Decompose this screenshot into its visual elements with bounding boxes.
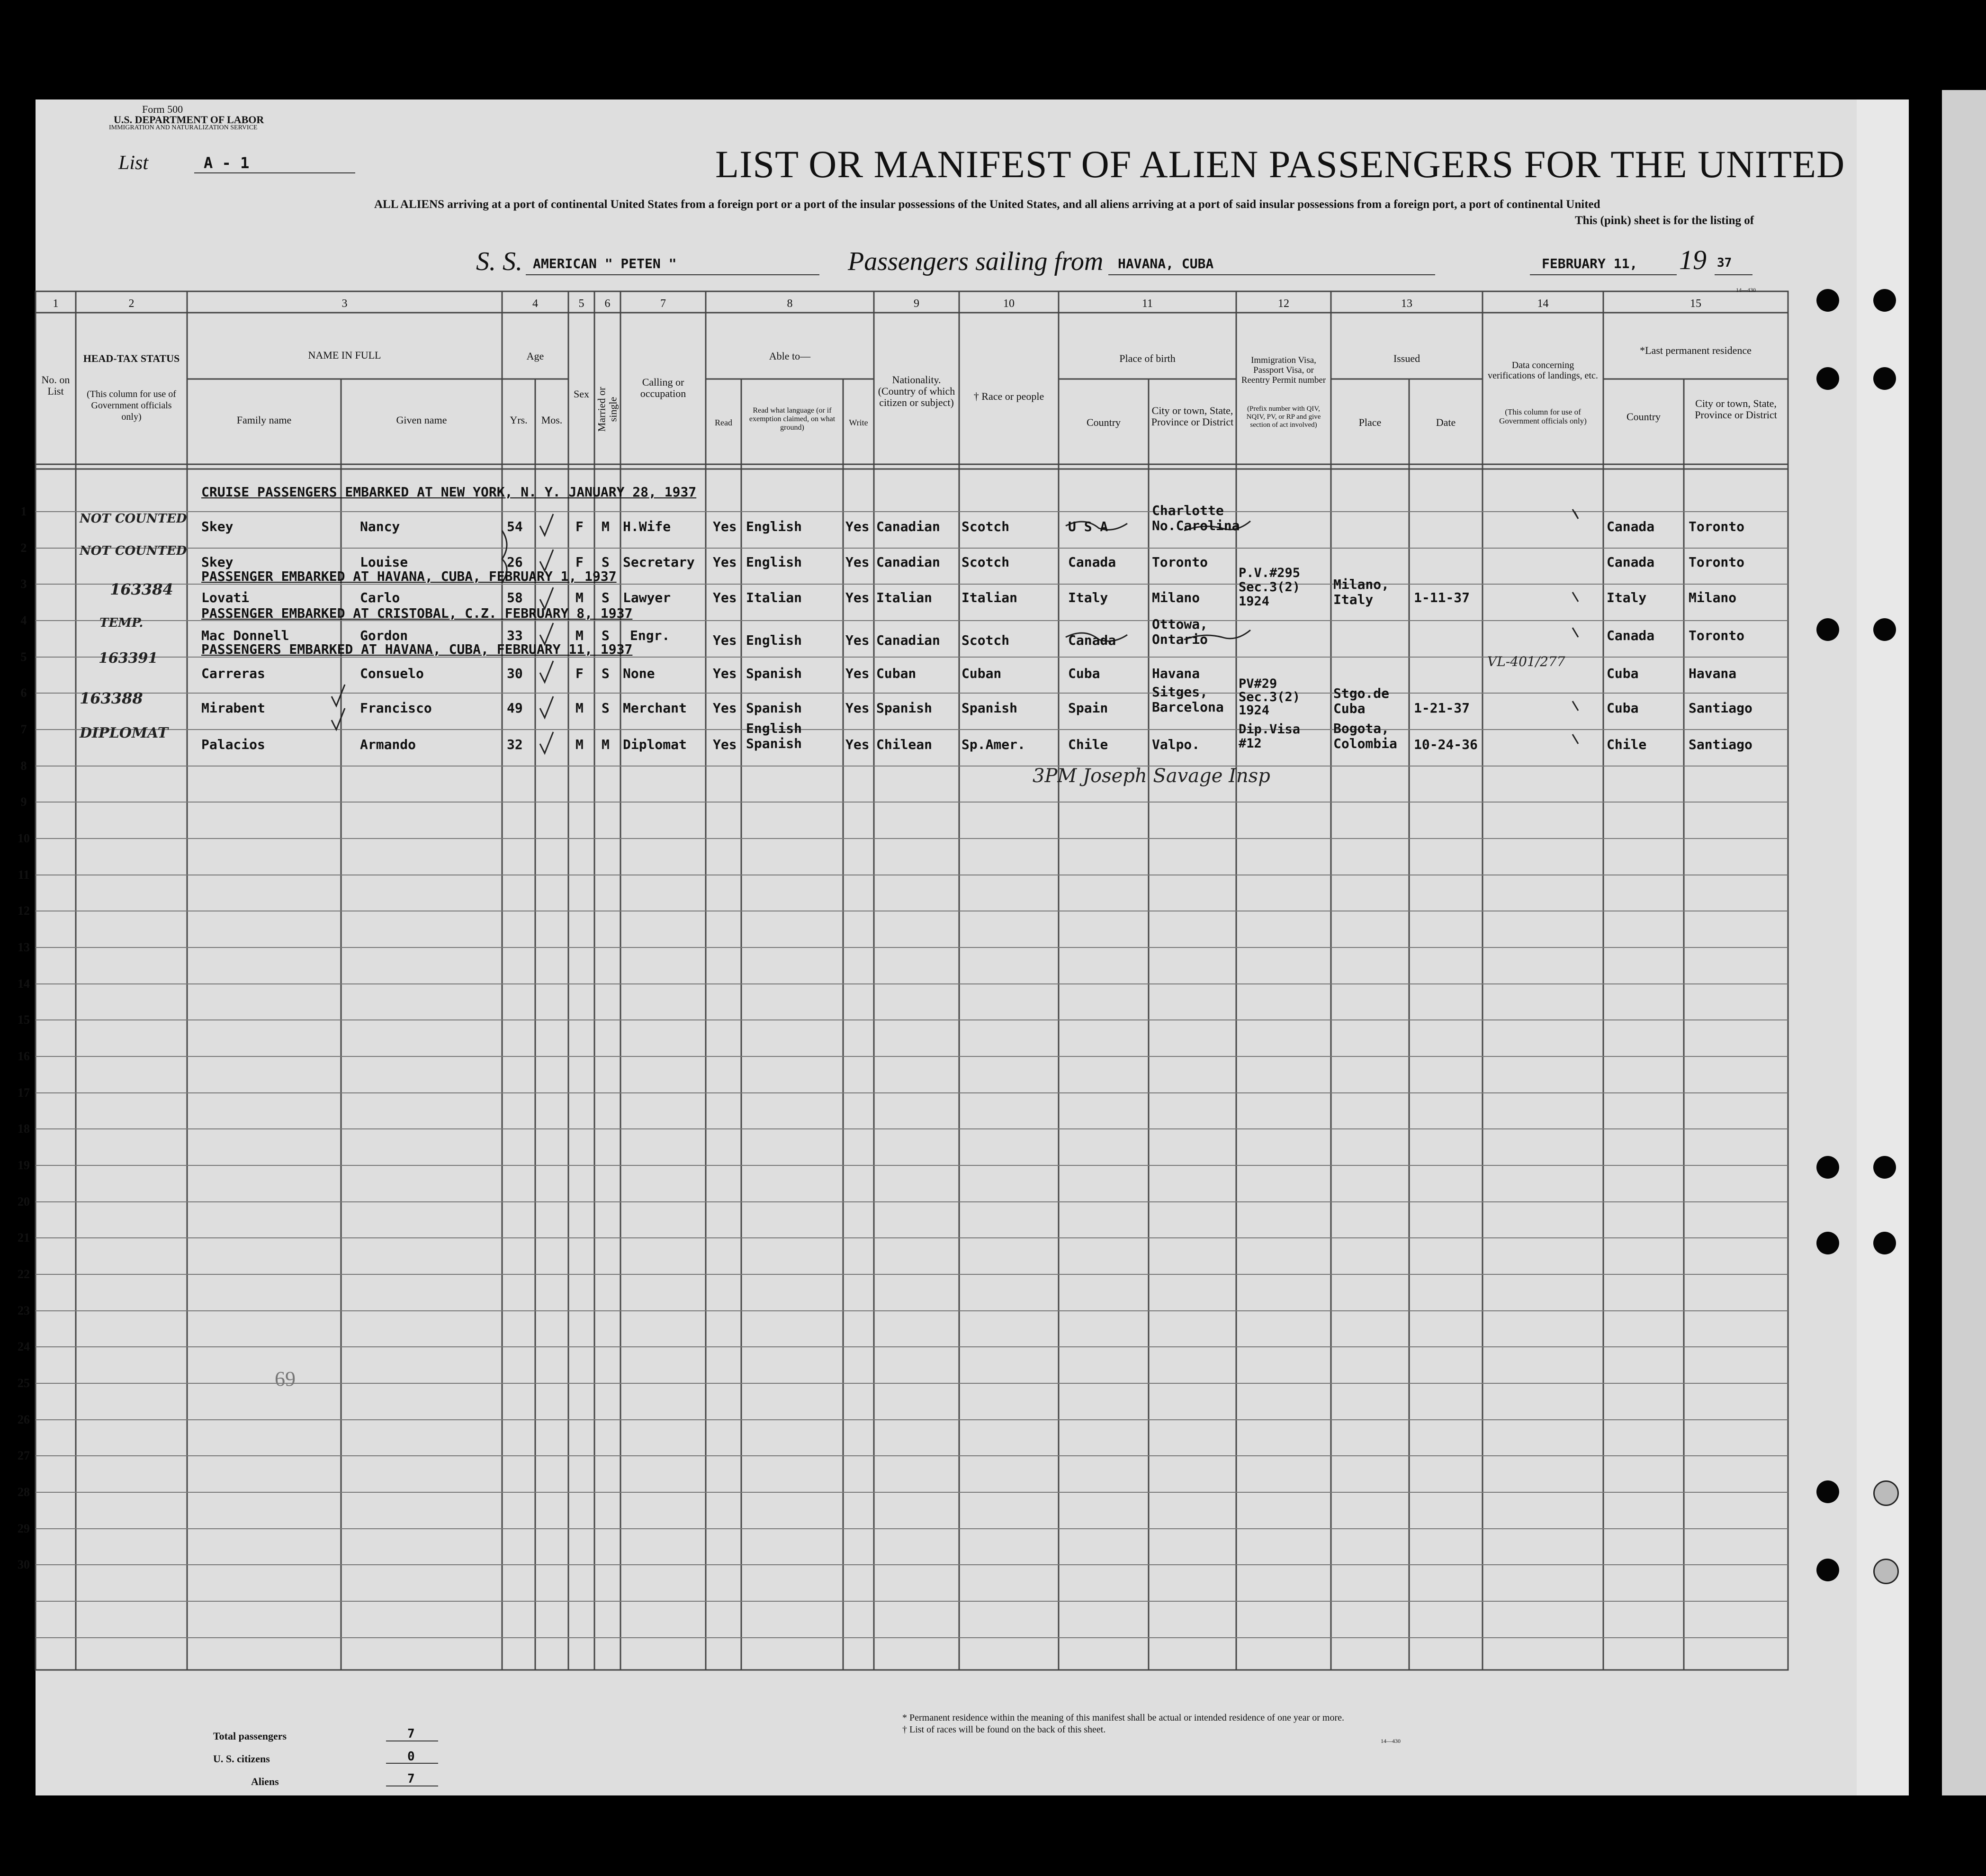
us-citizens-label: U. S. citizens [213, 1753, 270, 1765]
race: Spanish [962, 700, 1018, 716]
sex: M [575, 628, 584, 643]
punch-hole [1816, 367, 1839, 390]
birth-city: Toronto [1152, 554, 1208, 570]
residence-city: Toronto [1689, 519, 1745, 534]
birth-country: Chile [1068, 737, 1108, 752]
given-name: Carlo [360, 590, 400, 605]
nationality: Canadian [876, 519, 940, 534]
family-name: Carreras [201, 666, 265, 681]
header-married-single: Married or single [595, 387, 619, 432]
read-language: English [746, 632, 802, 648]
punch-hole [1873, 289, 1896, 312]
manifest-subtitle: ALL ALIENS arriving at a port of continental United States from a foreign port or a port of the insular possessions of the United States, and all aliens arriving at a port of said insular possessions from a foreign port, a port of continental United [374, 198, 1600, 211]
birth-country: Canada [1068, 554, 1116, 570]
family-name: Mirabent [201, 700, 265, 716]
can-write: Yes [845, 519, 870, 534]
age-years: 54 [507, 519, 523, 534]
marital-status: S [602, 554, 610, 570]
footnote-residence: * Permanent residence within the meaning of this manifest shall be actual or intended residence of one year or more. [902, 1713, 1345, 1723]
punch-hole [1816, 1559, 1839, 1581]
header-read: Read [715, 418, 732, 427]
nationality: Cuban [876, 666, 917, 681]
total-passengers-label: Total passengers [213, 1730, 287, 1742]
birth-city: Milano [1152, 590, 1200, 605]
row-number: 26 [18, 1413, 30, 1426]
can-write: Yes [845, 700, 870, 716]
manifest-title: LIST OR MANIFEST OF ALIEN PASSENGERS FOR THE UNITED [715, 143, 1845, 186]
header-head-tax-note: (This column for use of Government officials only) [87, 389, 176, 422]
head-tax-status: DIPLOMAT [80, 725, 169, 741]
row-number: 24 [18, 1340, 30, 1353]
age-years: 58 [507, 590, 523, 605]
row-number: 20 [18, 1195, 30, 1209]
head-tax-status: 163384 [110, 580, 173, 598]
header-visa: Immigration Visa, Passport Visa, or Reentry Permit number [1241, 355, 1326, 385]
read-language: English [746, 554, 802, 570]
residence-country: Canada [1607, 628, 1655, 643]
race: Sp.Amer. [962, 737, 1025, 752]
row-number: 13 [18, 940, 30, 954]
can-read: Yes [713, 700, 737, 716]
row-number: 18 [18, 1122, 30, 1136]
marital-status: M [602, 519, 610, 534]
row-number: 14 [18, 977, 30, 991]
row-number: 8 [20, 759, 27, 773]
header-last-residence: *Last permanent residence [1640, 344, 1752, 356]
race: Italian [962, 590, 1018, 605]
can-read: Yes [713, 632, 737, 648]
row-number: 17 [18, 1086, 30, 1100]
sex: M [575, 590, 584, 605]
footnote-races: † List of races will be found on the back of this sheet. [902, 1724, 1106, 1735]
section-header: PASSENGER EMBARKED AT CRISTOBAL, C.Z. FEBRUARY 8, 1937 [201, 605, 633, 621]
head-tax-status: NOT COUNTED [80, 544, 187, 558]
visa-number: Dip.Visa #12 [1239, 722, 1301, 751]
birth-city: Sitges, Barcelona [1152, 684, 1224, 715]
col-number-10: 10 [1003, 298, 1015, 310]
residence-city: Toronto [1689, 554, 1745, 570]
head-tax-status: 163388 [80, 689, 143, 707]
birth-country: Cuba [1068, 666, 1100, 681]
marital-status: S [602, 590, 610, 605]
marital-status: S [602, 628, 610, 643]
header-issued-date: Date [1436, 416, 1456, 428]
ship-name: AMERICAN " PETEN " [533, 256, 677, 271]
sex: F [575, 554, 584, 570]
given-name: Francisco [360, 700, 432, 716]
punch-hole [1816, 289, 1839, 312]
nationality: Chilean [876, 737, 933, 752]
can-write: Yes [845, 590, 870, 605]
header-write: Write [849, 418, 868, 427]
us-citizens-value: 0 [407, 1750, 415, 1764]
col-number-12: 12 [1278, 298, 1289, 310]
given-name: Armando [360, 737, 416, 752]
ss-label: S. S. [476, 247, 522, 276]
birth-city: Havana [1152, 666, 1200, 681]
age-years: 26 [507, 554, 523, 570]
col-number-2: 2 [128, 298, 135, 310]
section-header: PASSENGER EMBARKED AT HAVANA, CUBA, FEBRUARY 1, 1937 [201, 568, 617, 584]
birth-city: Ottowa, Ontario [1152, 616, 1208, 647]
occupation: None [623, 666, 655, 681]
visa-number: P.V.#295 Sec.3(2) 1924 [1239, 566, 1301, 609]
verification-note: VL-401/277 [1487, 654, 1565, 669]
read-language: English Spanish [746, 721, 802, 751]
col-number-8: 8 [787, 298, 793, 310]
given-name: Consuelo [360, 666, 424, 681]
residence-country: Italy [1607, 590, 1647, 605]
col-number-13: 13 [1401, 298, 1412, 310]
birth-country: Spain [1068, 700, 1108, 716]
service-label: IMMIGRATION AND NATURALIZATION SERVICE [109, 124, 258, 131]
header-age-mos: Mos. [541, 414, 563, 426]
race: Cuban [962, 666, 1002, 681]
issued-place: Bogota, Colombia [1333, 721, 1397, 751]
punch-hole [1816, 1480, 1839, 1503]
occupation: Merchant [623, 700, 687, 716]
header-age: Age [526, 350, 544, 362]
can-write: Yes [845, 632, 870, 648]
row-number: 10 [18, 831, 30, 845]
race: Scotch [962, 632, 1010, 648]
header-age-yrs: Yrs. [510, 414, 528, 426]
punch-hole [1816, 1232, 1839, 1254]
age-years: 30 [507, 666, 523, 681]
header-read-language: Read what language (or if exemption claimed, on what ground) [749, 406, 836, 432]
residence-country: Cuba [1607, 700, 1639, 716]
can-read: Yes [713, 519, 737, 534]
col-number-1: 1 [53, 298, 59, 310]
header-head-tax: HEAD-TAX STATUS [83, 352, 180, 364]
header-residence-country: Country [1626, 411, 1661, 423]
race: Scotch [962, 519, 1010, 534]
given-name: Louise [360, 554, 408, 570]
col-number-15: 15 [1690, 298, 1701, 310]
family-name: Lovati [201, 590, 250, 605]
punch-hole [1873, 1156, 1896, 1179]
col-number-11: 11 [1141, 298, 1153, 310]
punch-hole [1873, 1232, 1896, 1254]
inspector-signature: 3PM Joseph Savage Insp [1033, 765, 1270, 787]
punch-hole [1873, 1559, 1899, 1584]
year-prefix: 19 [1679, 244, 1707, 275]
age-years: 33 [507, 628, 523, 643]
aliens-label: Aliens [251, 1776, 279, 1787]
race: Scotch [962, 554, 1010, 570]
occupation: Secretary [623, 554, 695, 570]
occupation: Engr. [630, 628, 670, 643]
family-name: Skey [201, 554, 234, 570]
head-tax-status: TEMP. [99, 616, 144, 630]
section-header: PASSENGERS EMBARKED AT HAVANA, CUBA, FEBRUARY 11, 1937 [201, 641, 633, 657]
header-issued: Issued [1393, 352, 1420, 364]
row-number: 11 [18, 868, 30, 882]
row-number: 23 [18, 1304, 30, 1317]
col-number-6: 6 [604, 298, 611, 310]
header-birth-city: City or town, State, Province or District [1151, 405, 1234, 428]
residence-city: Milano [1689, 590, 1737, 605]
read-language: English [746, 519, 802, 534]
row-number: 15 [18, 1013, 30, 1027]
read-language: Italian [746, 590, 802, 605]
residence-country: Canada [1607, 554, 1655, 570]
punch-hole [1816, 1156, 1839, 1179]
read-language: Spanish [746, 700, 802, 716]
row-number: 28 [18, 1485, 30, 1499]
occupation: Diplomat [623, 737, 687, 752]
issued-date: 10-24-36 [1414, 737, 1478, 752]
family-name: Mac Donnell [201, 628, 289, 643]
header-given-name: Given name [396, 414, 447, 426]
header-occupation: Calling or occupation [640, 376, 686, 399]
occupation: Lawyer [623, 590, 671, 605]
header-race: † Race or people [973, 390, 1044, 402]
visa-number: PV#29 Sec.3(2) 1924 [1239, 676, 1301, 718]
header-issued-place: Place [1358, 416, 1382, 428]
nationality: Canadian [876, 632, 940, 648]
birth-country: U S A [1068, 519, 1108, 534]
can-write: Yes [845, 666, 870, 681]
sex: M [575, 700, 584, 716]
form-code-bottom: 14—430 [1381, 1738, 1401, 1744]
birth-city: Charlotte No.Carolina [1152, 503, 1240, 533]
can-read: Yes [713, 554, 737, 570]
department-label: U.S. DEPARTMENT OF LABOR [114, 114, 264, 126]
residence-country: Canada [1607, 519, 1655, 534]
row-number: 29 [18, 1522, 30, 1535]
row-number: 6 [20, 686, 27, 700]
row-number: 21 [18, 1231, 30, 1245]
can-read: Yes [713, 737, 737, 752]
col-number-7: 7 [660, 298, 666, 310]
row-number: 27 [18, 1449, 30, 1462]
row-number: 19 [18, 1158, 30, 1172]
sex: F [575, 666, 584, 681]
header-visa-note: (Prefix number with QIV, NQIV, PV, or RP and give section of act involved) [1246, 405, 1321, 429]
col-number-3: 3 [341, 298, 348, 310]
section-header: CRUISE PASSENGERS EMBARKED AT NEW YORK, N. Y. JANUARY 28, 1937 [201, 484, 697, 500]
issued-place: Milano, Italy [1333, 577, 1390, 607]
given-name: Nancy [360, 519, 400, 534]
nationality: Spanish [876, 700, 933, 716]
col-number-14: 14 [1537, 298, 1549, 310]
departure-port: HAVANA, CUBA [1118, 256, 1214, 271]
header-name-in-full: NAME IN FULL [308, 349, 381, 361]
punch-hole [1873, 367, 1896, 390]
row-number: 12 [18, 904, 30, 918]
residence-city: Toronto [1689, 628, 1745, 643]
punch-hole [1873, 1480, 1899, 1506]
header-residence-city: City or town, State, Province or District [1695, 397, 1777, 421]
col-number-4: 4 [532, 298, 538, 310]
issued-date: 1-11-37 [1414, 590, 1470, 605]
issued-date: 1-21-37 [1414, 700, 1470, 716]
form-code-top: 14—430 [1736, 287, 1756, 293]
occupation: H.Wife [623, 519, 671, 534]
row-number: 22 [18, 1267, 30, 1281]
punch-hole [1816, 618, 1839, 641]
aliens-value: 7 [407, 1772, 415, 1786]
year-suffix: 37 [1717, 256, 1732, 270]
row-number: 30 [18, 1558, 30, 1571]
row-number: 16 [18, 1049, 30, 1063]
residence-city: Santiago [1689, 737, 1752, 752]
residence-country: Cuba [1607, 666, 1639, 681]
list-value: A - 1 [204, 154, 250, 172]
family-name: Palacios [201, 737, 265, 752]
row-number: 25 [18, 1376, 30, 1390]
age-years: 32 [507, 737, 523, 752]
given-name: Gordon [360, 628, 408, 643]
row-number: 3 [20, 577, 27, 591]
birth-city: Valpo. [1152, 737, 1200, 752]
birth-country: Canada [1068, 632, 1116, 648]
residence-city: Santiago [1689, 700, 1752, 716]
sex: M [575, 737, 584, 752]
marital-status: M [602, 737, 610, 752]
residence-country: Chile [1607, 737, 1647, 752]
head-tax-status: NOT COUNTED [80, 512, 187, 526]
header-family-name: Family name [236, 414, 292, 426]
family-name: Skey [201, 519, 234, 534]
sailing-label: Passengers sailing from [848, 247, 1104, 276]
can-write: Yes [845, 554, 870, 570]
header-able-to: Able to— [769, 350, 811, 362]
nationality: Canadian [876, 554, 940, 570]
sex: F [575, 519, 584, 534]
head-tax-status: 163391 [99, 650, 158, 667]
list-label: List [118, 152, 149, 174]
row-number: 9 [20, 795, 27, 809]
residence-city: Havana [1689, 666, 1737, 681]
issued-place: Stgo.de Cuba [1333, 685, 1390, 716]
can-write: Yes [845, 737, 870, 752]
age-years: 49 [507, 700, 523, 716]
page-stamp: 69 [275, 1367, 296, 1390]
header-sex: Sex [574, 388, 589, 400]
header-verification-note: (This column for use of Government officials only) [1499, 407, 1587, 425]
row-number: 4 [20, 613, 27, 627]
manifest-subtitle-2: This (pink) sheet is for the listing of [1575, 214, 1754, 227]
header-verification: Data concerning verifications of landings, etc. [1488, 360, 1598, 381]
row-number: 7 [20, 722, 27, 736]
header-birth-country: Country [1086, 416, 1121, 428]
sailing-date: FEBRUARY 11, [1542, 256, 1638, 271]
row-number: 2 [20, 541, 27, 555]
header-place-of-birth: Place of birth [1119, 352, 1176, 364]
header-nationality: Nationality. (Country of which citizen or subject) [878, 374, 955, 408]
nationality: Italian [876, 590, 933, 605]
birth-country: Italy [1068, 590, 1108, 605]
can-read: Yes [713, 590, 737, 605]
punch-hole [1873, 618, 1896, 641]
can-read: Yes [713, 666, 737, 681]
read-language: Spanish [746, 666, 802, 681]
header-no-on-list: No. on List [41, 374, 70, 397]
marital-status: S [602, 666, 610, 681]
form-number: Form 500 [142, 103, 183, 115]
row-number: 5 [20, 650, 27, 664]
marital-status: S [602, 700, 610, 716]
col-number-9: 9 [914, 298, 919, 310]
row-number: 1 [20, 505, 27, 518]
col-number-5: 5 [578, 298, 584, 310]
total-passengers-value: 7 [407, 1727, 415, 1741]
